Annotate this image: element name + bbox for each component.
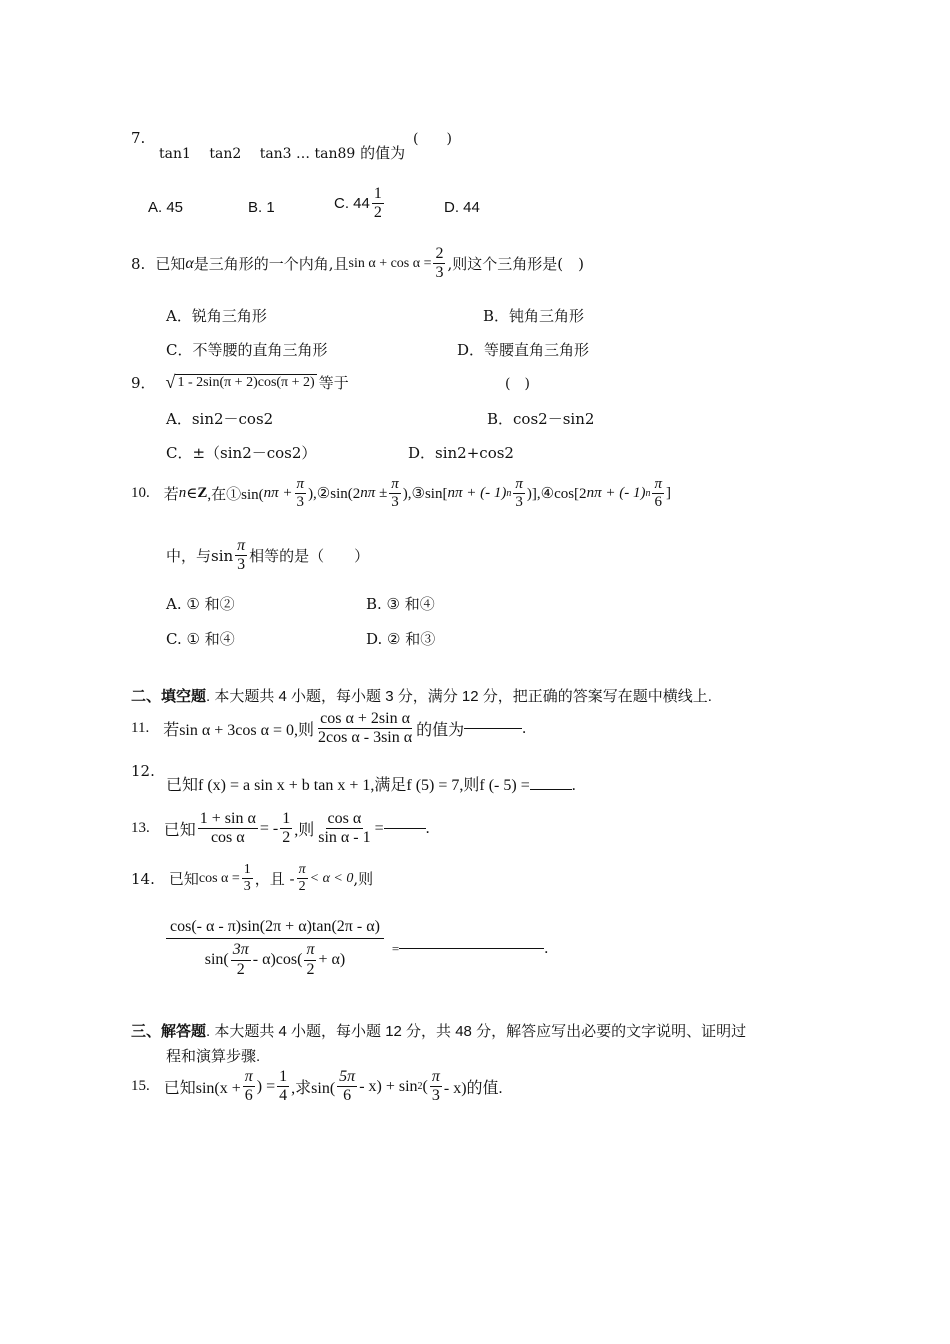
q9-radicand: 1 - 2sin(π + 2)cos(π + 2) [177,375,315,390]
q7-expression [159,142,405,163]
section-2-header [131,685,712,706]
q13-f1-num: 1 + sin α [198,810,258,829]
q14-expression [166,918,548,979]
q8-option-b: B．钝角三角形 [483,307,585,325]
q15-5pi-num: 5π [337,1068,357,1087]
q7-option-c [334,185,386,223]
q9-option-d: D．sin2+cos2 [408,444,514,462]
q14-mid: ，且 - [254,870,295,889]
q14-f-den: 3 [243,879,251,895]
q13-number: 13. [131,820,150,837]
q9-number: 9． [131,374,156,392]
q10-line2-den: 3 [237,556,246,574]
q15-m3: ( [422,1077,428,1095]
q13-eq: = - [259,819,279,837]
q10-line2 [166,537,369,575]
q10-frac2-num: π [389,476,401,494]
q13-f2-den: 2 [282,829,291,847]
q15-m2: - x) + sin [359,1077,418,1095]
q14-big-den [203,939,347,979]
q9-stem [131,372,349,393]
q14-end: . [544,939,549,957]
q10-frac3-num: π [513,476,525,494]
q10-option-b: B. ③ 和④ [366,595,435,613]
q15-tail: - x)的值. [443,1080,503,1098]
q7-option-c-fraction [372,185,384,223]
q7-c-den: 2 [373,204,382,222]
q8-option-c: C．不等腰的直角三角形 [166,341,328,359]
q8-alpha: α [185,254,194,272]
q7-c-num: 1 [372,185,384,204]
q13-f1-den: cos α [210,829,245,847]
q14-den-2a: 2 [236,960,245,978]
q10-frac1-den: 3 [296,494,305,511]
q10-line2a: 中，与sin [166,547,234,566]
q8-tail: ,则这个三角形是( ) [447,255,584,274]
q7-number: 7. [131,129,146,147]
q13-end: . [425,819,430,837]
q13-fraction-2 [280,810,292,848]
q9-radical-sign: √ [165,372,176,392]
q11-tail: 的值为 [416,722,465,740]
q10-option-a: A. ① 和② [166,595,235,613]
section-2-desc: . 本大题共 4 小题，每小题 3 分，满分 12 分，把正确的答案写在题中横线上. [206,688,712,705]
q10-line2b: 相等的是（ ） [249,547,370,566]
q10-frac4-num: π [652,476,664,494]
q10-frac-3 [513,476,525,512]
q13-tail: = [374,819,384,837]
q15-pi3-num: π [430,1068,442,1087]
section-3-desc-line2: 程和演算步骤. [166,1048,261,1065]
q14-big-fraction [166,918,384,979]
q8-expr: sin α + cos α = [348,255,432,271]
q7-option-b: B. 1 [248,199,275,216]
q14-den-pi: π [304,941,316,960]
q9-answer-paren: ( ) [505,376,530,392]
q11-number: 11. [131,720,150,737]
q13-f3-den: sin α - 1 [318,829,371,847]
q9-option-b: B．cos2－sin2 [487,410,595,428]
q9-option-c: C．±（sin2－cos2） [166,444,317,462]
q12-expr: 已知f (x) = a sin x + b tan x + 1,满足f (5) = 7,则f (- 5) = [166,777,530,794]
q14-den-frac-2 [304,941,316,979]
q14-pi-den: 2 [298,879,306,895]
q15-pi6-num: π [243,1068,255,1087]
q10-p7: ] [665,485,671,502]
q14-den-c: + α) [318,951,346,969]
q15-stem [131,1068,503,1106]
q8-mid: 是三角形的一个内角,且 [193,255,349,274]
q11-f-den: 2cos α - 3sin α [318,729,413,747]
q10-n: n [178,485,187,502]
q14-tail: ,则 [353,870,374,889]
q14-den-2b: 2 [306,960,315,978]
q14-eq: = [391,940,400,956]
q14-cond: < α < 0 [309,870,354,886]
q10-frac2-den: 3 [391,494,399,511]
q15-frac-5pi6 [337,1068,357,1106]
q14-den-3pi: 3π [231,941,251,960]
q14-lead: 已知 [168,870,199,889]
q10-p5: ),③sin[ [402,486,448,503]
q15-frac-pi6 [243,1068,255,1106]
q10-sup-2: n [645,488,651,500]
q8-option-d: D．等腰直角三角形 [457,341,590,359]
q15-frac-pi3 [430,1068,442,1106]
q14-stem [131,862,373,895]
q10-p3: ,在①sin( [207,487,264,504]
q10-frac3-den: 3 [515,494,523,511]
q10-line2-fraction [235,537,247,575]
q10-p3b: nπ + [263,485,293,502]
q14-den-a: sin( [204,951,229,969]
q10-option-d: D. ② 和③ [366,630,436,648]
q13-fraction-3 [316,810,372,848]
q14-big-num: cos(- α - π)sin(2π + α)tan(2π - α) [166,918,384,939]
q11-stem [131,710,526,748]
section-3-desc: . 本大题共 4 小题，每小题 12 分，共 48 分，解答应写出必要的文字说明、证明过 [206,1023,747,1040]
q10-sup-1: n [506,488,512,500]
q13-stem [131,810,430,848]
q10-number: 10. [131,485,150,502]
q11-fraction [316,710,414,748]
q10-p1: 若 [163,487,179,504]
q15-eq: ) = [256,1077,276,1095]
q8-stem [131,245,584,283]
q10-in: ∈ [186,486,198,503]
q13-f3-num: cos α [326,810,364,829]
q8-option-a: A．锐角三角形 [166,307,267,325]
q15-pi3-den: 3 [431,1087,440,1105]
q10-frac4-den: 6 [654,494,662,511]
section-2-title: 二、填空题 [131,688,207,705]
q10-p6: )],④cos[2 [526,486,587,503]
q11-lead: 若sin α + 3cos α = 0,则 [163,722,315,740]
q8-f-num: 2 [433,245,445,264]
q15-f-den: 4 [279,1087,288,1105]
q10-frac-4 [652,476,664,512]
q15-frac-quarter [277,1068,289,1106]
q7-option-a: A. 45 [148,199,184,216]
q9-tail: 等于 [318,374,349,392]
q15-square: 2 [417,1081,423,1093]
q12-number: 12. [131,762,155,780]
q15-lead: 已知sin(x + [163,1080,241,1098]
q7-option-c-prefix: C. 44 [334,195,370,213]
q15-mid: ,求sin( [291,1080,336,1098]
q13-answer-blank[interactable] [384,828,426,829]
q14-expr: cos α = [198,870,240,886]
q15-5pi-den: 6 [343,1087,352,1105]
q12-end: . [571,777,576,794]
q15-f-num: 1 [277,1068,289,1087]
section-3-header [131,1020,746,1041]
q10-line2-num: π [235,537,247,556]
q15-pi6-den: 6 [244,1087,253,1105]
q14-den-b: - α)cos( [252,951,303,969]
q12-answer-blank[interactable] [530,789,572,790]
q13-lead: 已知 [163,822,196,840]
q8-f-den: 3 [435,264,444,282]
q8-fraction [433,245,445,283]
q10-option-c: C. ① 和④ [166,630,235,648]
q11-end: . [522,719,527,737]
q9-option-a: A．sin2－cos2 [166,410,274,428]
q14-answer-blank[interactable] [399,948,544,949]
q15-number: 15. [131,1078,150,1095]
q11-f-num: cos α + 2sin α [318,710,412,729]
q10-stem [131,476,671,512]
q14-pi-num: π [297,862,308,879]
q10-p5b: nπ + (- 1) [447,485,507,502]
q10-frac-1 [295,476,307,512]
q10-p4: ),②sin(2 [308,486,361,503]
q7-expr: tan1 tan2 tan3 … tan89 [159,146,356,162]
q7-answer-paren: ( ) [413,131,452,147]
q12-stem [166,772,576,795]
q14-pi-half [297,862,308,895]
q13-f2-num: 1 [280,810,292,829]
q10-frac-2 [389,476,401,512]
q14-number: 14. [131,869,155,888]
q8-number: 8. [131,254,146,273]
section-3-title: 三、解答题 [131,1023,207,1040]
q10-p6b: nπ + (- 1) [586,485,646,502]
q10-Z: Z [197,485,208,502]
q8-lead: 已知 [155,255,186,274]
q13-mid: ,则 [294,822,315,840]
q14-den-frac-1 [231,941,251,979]
q10-p4b: nπ ± [360,485,388,502]
q10-frac1-num: π [295,476,307,494]
q14-fraction [242,862,253,895]
q11-answer-blank[interactable] [464,728,522,729]
q13-fraction-1 [198,810,258,848]
q14-f-num: 1 [242,862,253,879]
q7-option-d: D. 44 [444,199,480,216]
q7-suffix: 的值为 [355,144,406,162]
